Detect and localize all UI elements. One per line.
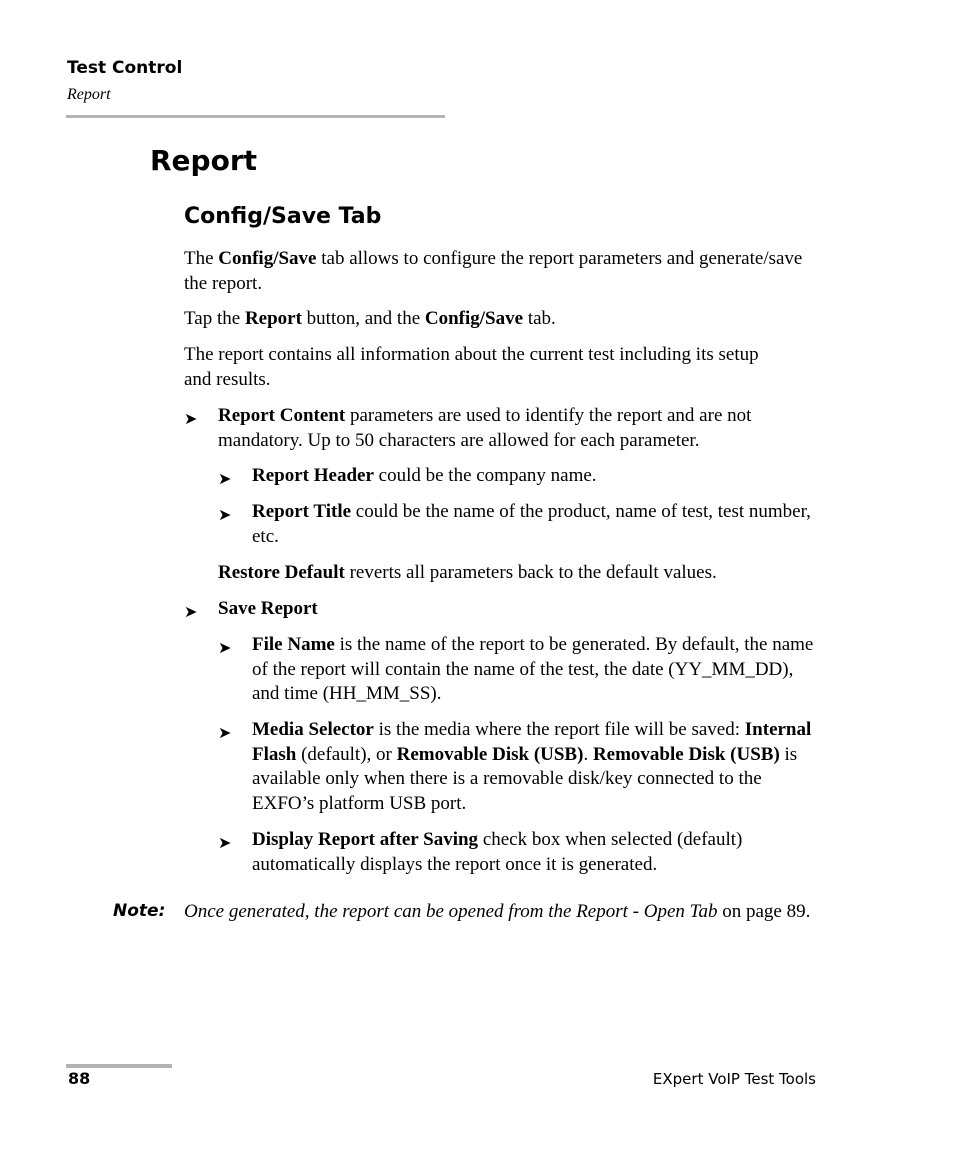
- note-text: [184, 900, 824, 925]
- bullet-arrow-icon: ➤: [218, 833, 232, 852]
- bullet-arrow-icon: ➤: [218, 638, 232, 657]
- bullet-report-header: [252, 464, 822, 489]
- instruction-paragraph: [184, 307, 824, 332]
- page-number: 88: [68, 1069, 91, 1088]
- bold-text: Config/Save: [218, 248, 317, 269]
- section-title: Config/Save Tab: [184, 204, 382, 229]
- bullet-file-name: [252, 633, 822, 707]
- bold-text: Removable Disk (USB): [396, 743, 584, 765]
- bullet-display-report: [252, 828, 822, 877]
- text: tab allows to configure the report parameters and generate/save the report.: [184, 248, 803, 294]
- bold-text: Removable Disk (USB): [592, 743, 780, 765]
- bullet-arrow-icon: ➤: [218, 505, 232, 524]
- intro-paragraph: [184, 247, 824, 296]
- header-rule: [66, 115, 445, 118]
- product-name: EXpert VoIP Test Tools: [652, 1070, 816, 1088]
- text: reverts all parameters back to the default values.: [344, 562, 717, 583]
- bold-text: Config/Save: [424, 308, 524, 329]
- bold-text: Save Report: [218, 598, 318, 619]
- bullet-arrow-icon: ➤: [218, 723, 232, 742]
- bold-text: Report Header: [252, 465, 374, 486]
- text: button, and the: [301, 308, 425, 329]
- bullet-report-title: [252, 500, 822, 549]
- text: could be the company name.: [373, 465, 597, 486]
- note-link-text[interactable]: Once generated, the report can be opened from the Report - Open Tab: [184, 901, 718, 922]
- note-label: Note:: [113, 901, 166, 921]
- text: tab.: [523, 308, 556, 329]
- running-header-subsection: Report: [67, 86, 111, 103]
- text: .: [583, 743, 593, 765]
- text: could be the name of the product, name of test, test number, etc.: [252, 501, 811, 547]
- bold-text: Report: [244, 308, 302, 329]
- bullet-save-report: [218, 597, 818, 622]
- bold-text: Restore Default: [218, 562, 345, 583]
- text: parameters are used to identify the report and are not mandatory. Up to 50 characters are allowed for each parameter.: [218, 405, 752, 451]
- text: is the name of the report to be generated. By default, the name of the report will contain the name of the test, the date (YY_MM_DD), and time (HH_MM_SS).: [252, 634, 814, 704]
- bold-text: Report Title: [252, 501, 352, 522]
- text: is the media where the report file will be saved:: [373, 719, 745, 740]
- text: (default), or: [296, 743, 397, 765]
- page-title: Report: [150, 144, 258, 177]
- restore-default-paragraph: [218, 561, 824, 586]
- text: check box when selected (default) automatically displays the report once it is generated.: [252, 829, 743, 875]
- bold-text: Media Selector: [252, 719, 374, 740]
- bullet-arrow-icon: ➤: [218, 469, 232, 488]
- running-header-section: Test Control: [67, 58, 183, 78]
- text: Tap the: [184, 308, 245, 329]
- bullet-report-content: [218, 404, 824, 453]
- bold-text: File Name: [252, 634, 335, 655]
- description-paragraph: The report contains all information about the current test including its setup and results.: [184, 344, 759, 390]
- bold-text: Display Report after Saving: [252, 829, 479, 850]
- text: on page 89.: [717, 901, 811, 922]
- text: is available only when there is a removable disk/key connected to the EXFO’s platform USB port.: [252, 743, 798, 814]
- bullet-media-selector: [252, 718, 822, 816]
- footer-rule: [66, 1064, 172, 1068]
- bold-text: Internal Flash: [252, 719, 812, 765]
- bullet-arrow-icon: ➤: [184, 409, 198, 428]
- bullet-arrow-icon: ➤: [184, 602, 198, 621]
- bold-text: Report Content: [218, 405, 346, 426]
- text: The: [184, 248, 219, 269]
